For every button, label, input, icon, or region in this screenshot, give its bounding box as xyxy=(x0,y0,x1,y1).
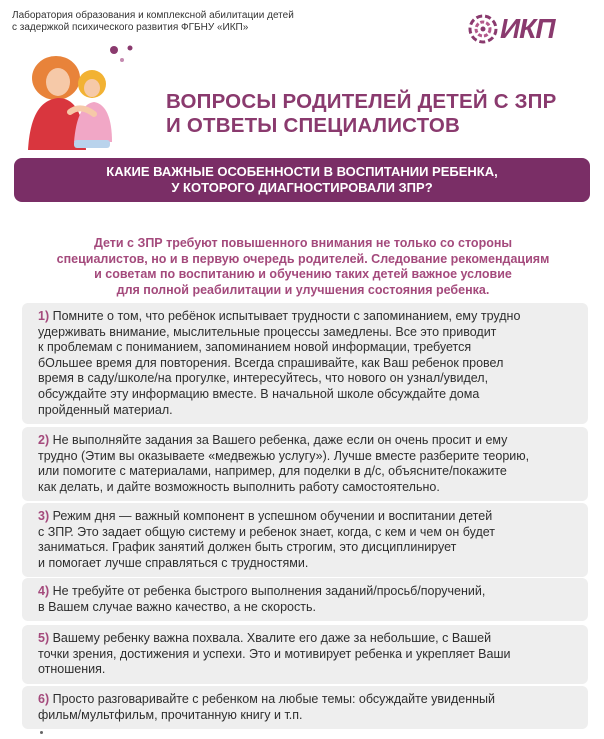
title-line-1: ВОПРОСЫ РОДИТЕЛЕЙ ДЕТЕЙ С ЗПР xyxy=(166,90,557,113)
advice-item-4 xyxy=(22,578,588,621)
advice-line: точки зрения, достижения и успехи. Это и мотивирует ребенка и укрепляет Ваши xyxy=(38,646,511,661)
advice-line: 1) Помните о том, что ребёнок испытывает трудности с запоминанием, ему трудно xyxy=(38,309,521,323)
advice-line: удерживать внимание, мыслительные процессы замедлены. Все это приводит xyxy=(38,324,497,339)
advice-item-6 xyxy=(22,686,588,729)
intro-line-2: специалистов, но и в первую очередь родителей. Следование рекомендациям xyxy=(56,251,550,266)
page-title xyxy=(166,90,596,138)
advice-line: 3) Режим дня — важный компонент в успешном обучении и воспитании детей xyxy=(38,509,493,523)
advice-number: 1) xyxy=(38,309,50,323)
org-line-1: Лаборатория образования и комплексной абилитации детей xyxy=(12,10,294,21)
advice-item-3 xyxy=(22,503,588,577)
advice-line: 6) Просто разговаривайте с ребенком на любые темы: обсуждайте увиденный xyxy=(38,692,496,706)
intro-line-1: Дети с ЗПР требуют повышенного внимания не только со стороны xyxy=(93,236,513,250)
title-line-2: И ОТВЕТЫ СПЕЦИАЛИСТОВ xyxy=(166,114,461,137)
advice-line: 2) Не выполняйте задания за Вашего ребенка, даже если он очень просит и ему xyxy=(38,433,508,447)
advice-line: к проблемам с пониманием, запоминанием новой информации, требуется xyxy=(38,340,472,355)
question-line-1: КАКИЕ ВАЖНЫЕ ОСОБЕННОСТИ В ВОСПИТАНИИ РЕБЕНКА, xyxy=(106,164,498,179)
swirl-logo-icon xyxy=(468,12,498,46)
advice-line: пройденный материал. xyxy=(38,402,173,417)
advice-item-2 xyxy=(22,427,588,501)
advice-line: с ЗПР. Это задает общую систему и ребенок знает, когда, с кем и чем он будет xyxy=(38,524,496,539)
page-dot xyxy=(40,731,43,734)
org-line-2: с задержкой психического развития ФГБНУ «ИКП» xyxy=(12,22,249,33)
intro-paragraph xyxy=(20,236,586,298)
advice-line: время в саду/школе/на прогулке, интересуйтесь, что нового он узнал/увидел, xyxy=(38,371,489,386)
advice-line: отношения. xyxy=(38,662,106,677)
advice-line: обсуждайте эту информацию вместе. В начальной школе обсуждайте дома xyxy=(38,386,480,401)
ikp-logo xyxy=(468,12,588,46)
advice-line: как делать, и дайте возможность выполнить работу самостоятельно. xyxy=(38,479,440,494)
advice-number: 2) xyxy=(38,433,50,447)
question-line-2: У КОТОРОГО ДИАГНОСТИРОВАЛИ ЗПР? xyxy=(171,180,433,195)
question-banner xyxy=(14,158,590,202)
advice-line: 5) Вашему ребенку важна похвала. Хвалите его даже за небольшие, с Вашей xyxy=(38,631,492,645)
advice-number: 6) xyxy=(38,692,50,706)
advice-number: 3) xyxy=(38,509,50,523)
logo-wordmark: ИКП xyxy=(500,13,555,44)
advice-item-1 xyxy=(22,303,588,424)
advice-line: заниматься. График занятий должен быть строгим, это дисциплинирует xyxy=(38,540,457,555)
advice-line: трудно (Этим вы оказываете «медвежью услугу»). Лучше вместе разберите теорию, xyxy=(38,448,530,463)
advice-number: 4) xyxy=(38,584,50,598)
advice-line: или помогите с материалами, например, для поделки в д/с, объясните/покажите xyxy=(38,464,507,479)
advice-line: бОльшее время для повторения. Всегда спрашивайте, как Ваш ребенок провел xyxy=(38,355,504,370)
intro-line-3: и советам по воспитанию и обучению таких детей важное условие xyxy=(94,267,512,281)
advice-number: 5) xyxy=(38,631,50,645)
parent-child-illustration xyxy=(14,42,146,150)
advice-line: в Вашем случае важно качество, а не скорость. xyxy=(38,599,316,614)
advice-line: 4) Не требуйте от ребенка быстрого выполнения заданий/просьб/поручений, xyxy=(38,584,486,598)
advice-line: фильм/мультфильм, прочитанную книгу и т.п. xyxy=(38,707,303,722)
organization-caption xyxy=(12,10,372,34)
advice-line: и помогает лучше справляться с трудностями. xyxy=(38,555,309,570)
intro-line-4: для полной реабилитации и улучшения состояния ребенка. xyxy=(116,282,490,297)
advice-item-5 xyxy=(22,625,588,684)
